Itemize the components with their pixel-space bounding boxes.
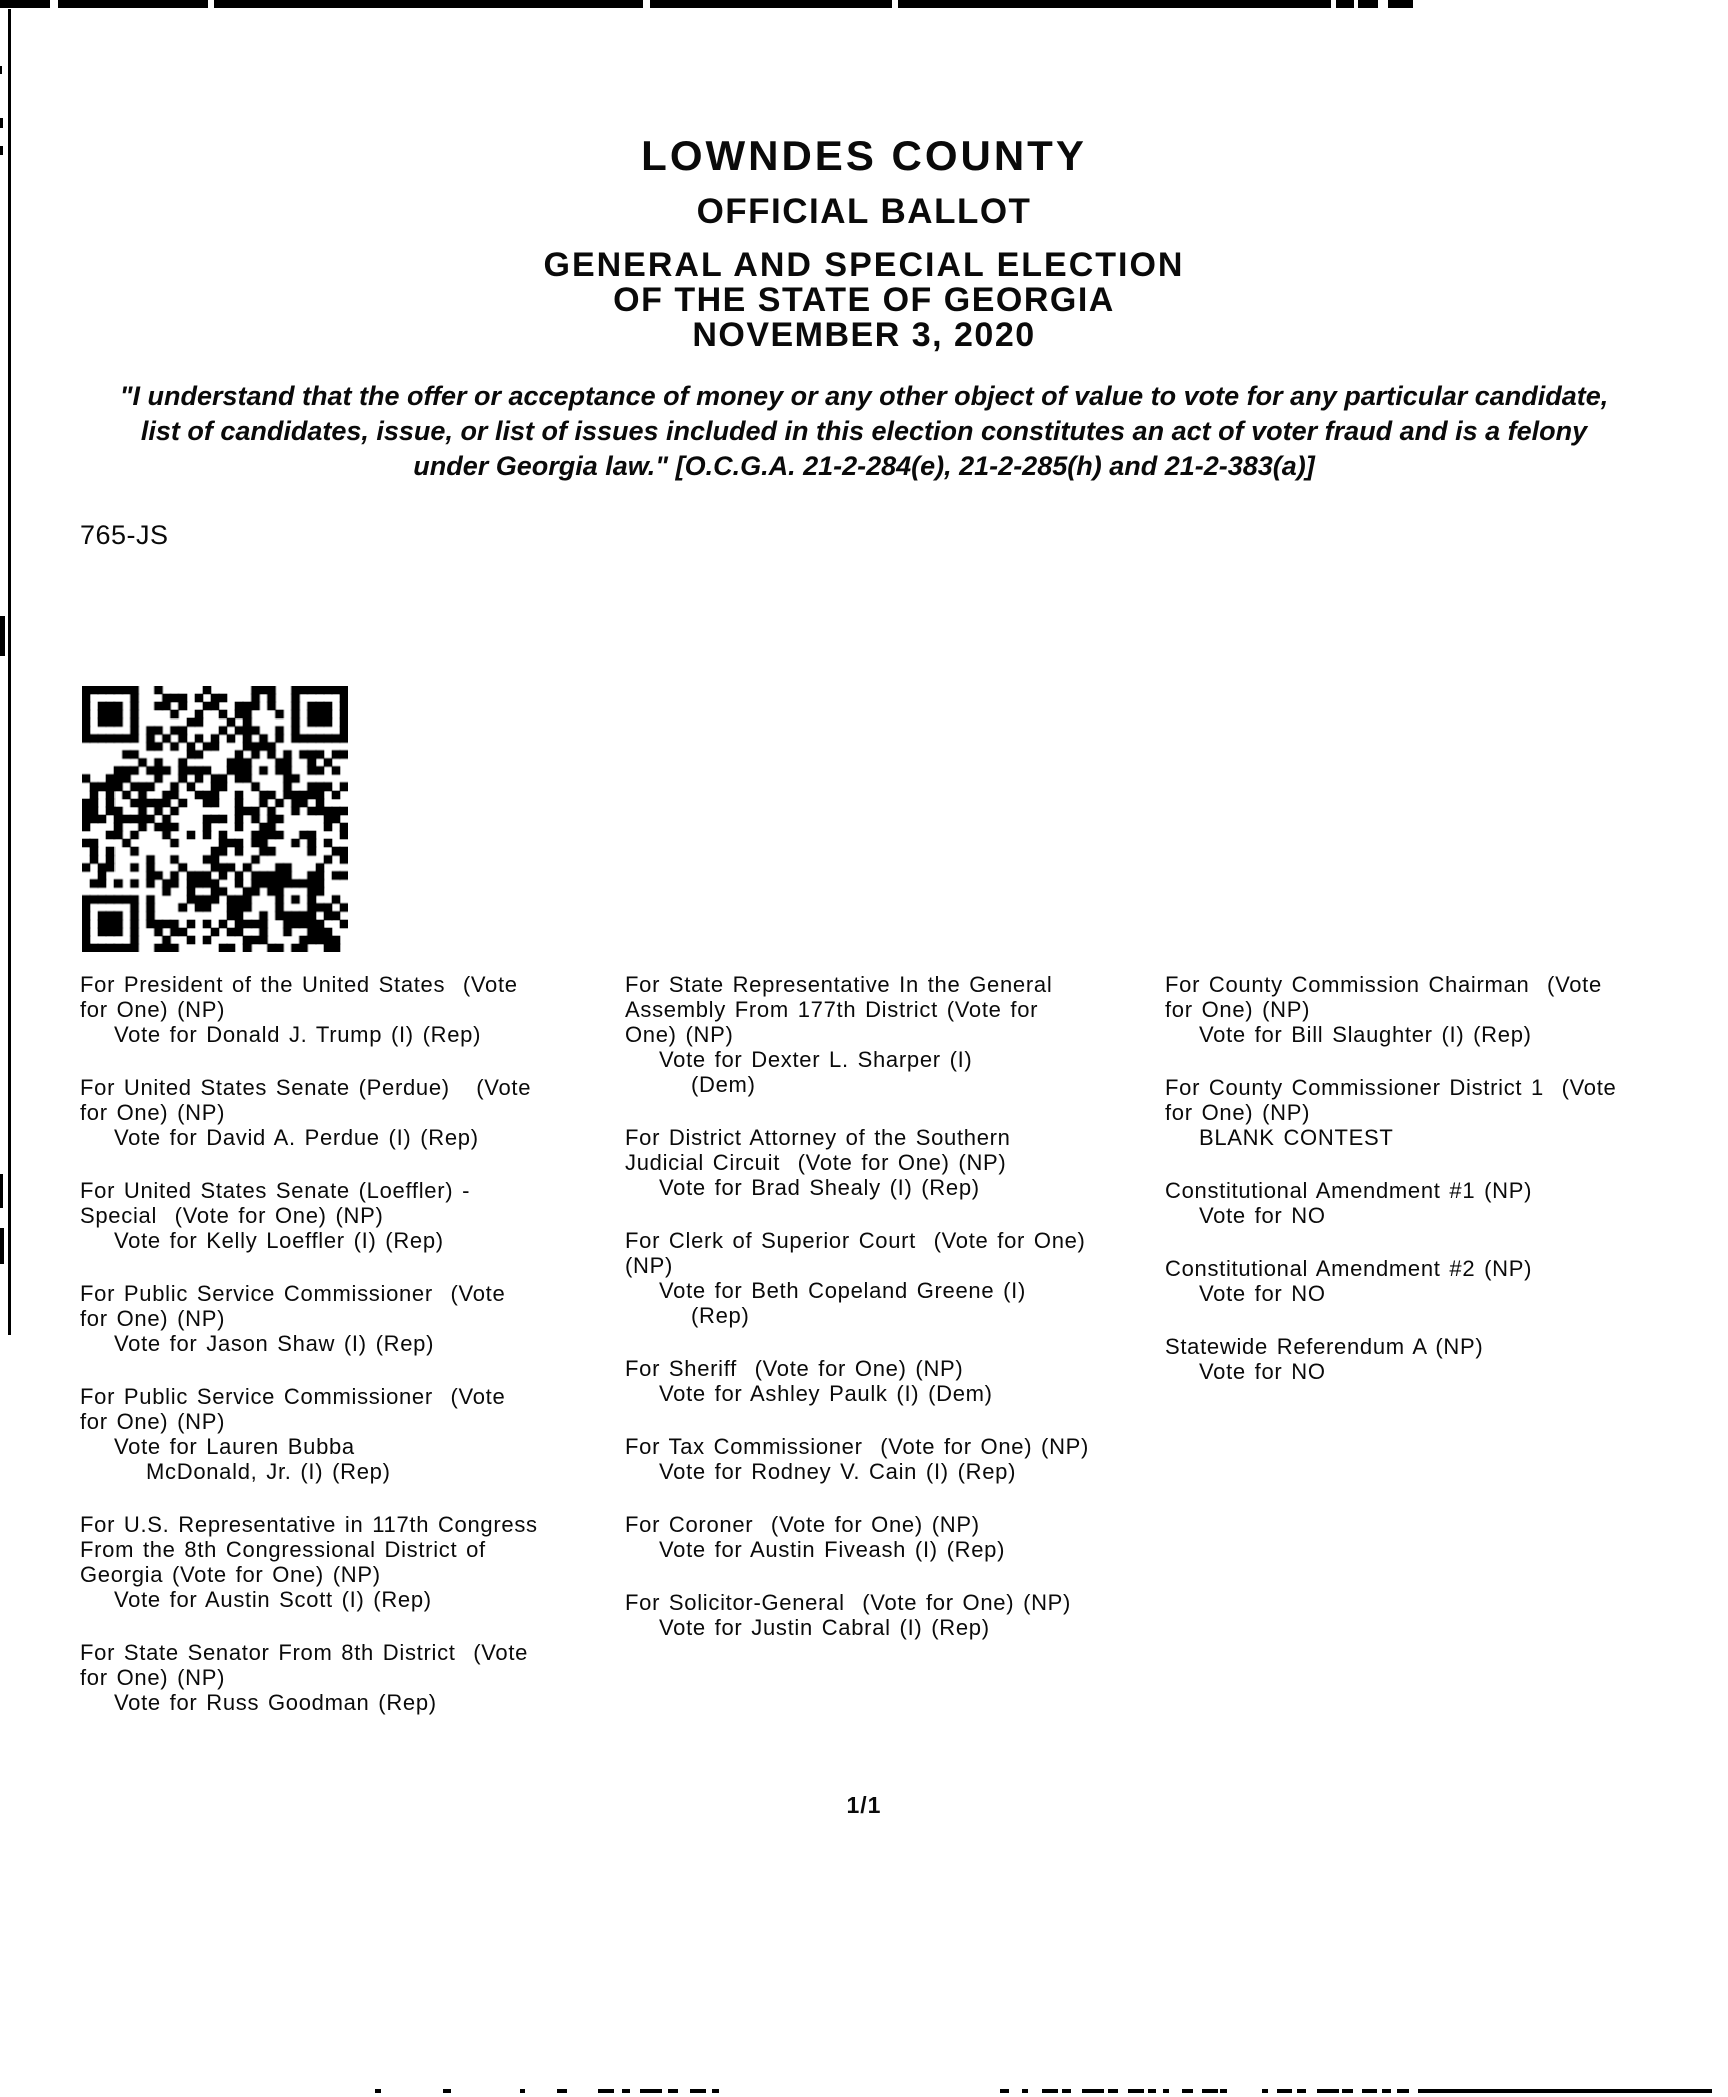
vote-line: Vote for NO: [1199, 1203, 1326, 1228]
county-title: LOWNDES COUNTY: [641, 132, 1087, 179]
scan-artifact-mark: [1108, 2089, 1118, 2093]
contest: [625, 1356, 1089, 1406]
scan-artifact-mark: [1342, 2089, 1353, 2093]
vote-line: Vote for David A. Perdue (I) (Rep): [114, 1125, 479, 1150]
contest-title-line: For Sheriff (Vote for One) (NP): [625, 1356, 964, 1381]
contest-title-line: for One) (NP): [80, 1409, 226, 1434]
scan-artifact-mark: [643, 0, 650, 10]
scan-artifact-mark: [0, 66, 2, 74]
contest-title-line: For Public Service Commissioner (Vote: [80, 1384, 506, 1409]
scan-artifact-mark: [1331, 0, 1336, 10]
contest: [80, 1178, 538, 1253]
contest-title-line: For Tax Commissioner (Vote for One) (NP): [625, 1434, 1090, 1459]
scan-artifact-mark: [1220, 2089, 1227, 2093]
scan-artifact-mark: [1362, 2089, 1377, 2093]
scan-artifact-mark: [1354, 0, 1358, 10]
vote-line: Vote for Ashley Paulk (I) (Dem): [659, 1381, 993, 1406]
contest-title-line: For State Senator From 8th District (Vote: [80, 1640, 529, 1665]
disclaimer-line-3: under Georgia law." [O.C.G.A. 21-2-284(e), 21-2-285(h) and 21-2-383(a)]: [413, 451, 1315, 481]
vote-line: Vote for Kelly Loeffler (I) (Rep): [114, 1228, 444, 1253]
scan-artifact-mark: [1148, 2089, 1156, 2093]
vote-line: McDonald, Jr. (I) (Rep): [146, 1459, 391, 1484]
contest-title-line: From the 8th Congressional District of: [80, 1537, 486, 1562]
ballot-column-2: [625, 972, 1089, 1668]
contest: [1165, 1256, 1616, 1306]
vote-line: (Rep): [691, 1303, 750, 1328]
ballot-column-3: [1165, 972, 1616, 1412]
scan-artifact-mark: [598, 2089, 614, 2093]
scan-artifact-mark: [0, 118, 3, 128]
ballot-style-id: 765-JS: [80, 520, 169, 550]
contest: [1165, 972, 1616, 1047]
scan-artifact-mark: [1062, 2089, 1071, 2093]
contest: [80, 1640, 538, 1715]
contest-title-line: (NP): [625, 1253, 674, 1278]
contest-title-line: for One) (NP): [80, 1665, 226, 1690]
vote-line: Vote for Jason Shaw (I) (Rep): [114, 1331, 435, 1356]
contest-title-line: For District Attorney of the Southern: [625, 1125, 1011, 1150]
scan-artifact-mark: [1082, 2089, 1104, 2093]
scan-artifact-mark: [712, 2089, 719, 2093]
vote-line: Vote for Donald J. Trump (I) (Rep): [114, 1022, 482, 1047]
scan-artifact-mark: [375, 2089, 381, 2093]
contest-title-line: for One) (NP): [1165, 1100, 1311, 1125]
contest-title-line: Special (Vote for One) (NP): [80, 1203, 384, 1228]
contest-title-line: One) (NP): [625, 1022, 734, 1047]
contest-title-line: Constitutional Amendment #1 (NP): [1165, 1178, 1533, 1203]
scan-artifact-mark: [1022, 2089, 1028, 2093]
vote-line: BLANK CONTEST: [1199, 1125, 1394, 1150]
scan-artifact-mark: [668, 2089, 678, 2093]
contest-title-line: For Clerk of Superior Court (Vote for One): [625, 1228, 1086, 1253]
scan-artifact-mark: [640, 2089, 662, 2093]
scan-artifact-mark: [1297, 2089, 1306, 2093]
scan-artifact-mark: [1277, 2089, 1292, 2093]
scan-artifact-mark: [1202, 2089, 1218, 2093]
vote-line: Vote for Dexter L. Sharper (I): [659, 1047, 973, 1072]
contest-title-line: Statewide Referendum A (NP): [1165, 1334, 1484, 1359]
scan-artifact-mark: [1317, 2089, 1339, 2093]
vote-line: Vote for Beth Copeland Greene (I): [659, 1278, 1026, 1303]
page-number: 1/1: [846, 1792, 882, 1818]
contest: [80, 972, 538, 1047]
contest: [625, 1434, 1089, 1484]
election-date: NOVEMBER 3, 2020: [692, 316, 1036, 354]
contest: [625, 1125, 1089, 1200]
contest-title-line: Assembly From 177th District (Vote for: [625, 997, 1039, 1022]
scan-artifact-mark: [50, 0, 58, 10]
election-title-line2: OF THE STATE OF GEORGIA: [613, 281, 1115, 319]
contest-title-line: For United States Senate (Perdue) (Vote: [80, 1075, 532, 1100]
contest-title-line: for One) (NP): [80, 1306, 226, 1331]
disclaimer-line-1: "I understand that the offer or acceptance of money or any other object of value to vote for any particular candidate,: [119, 381, 1609, 411]
vote-line: Vote for Lauren Bubba: [114, 1434, 355, 1459]
contest-title-line: Judicial Circuit (Vote for One) (NP): [625, 1150, 1007, 1175]
vote-line: Vote for Rodney V. Cain (I) (Rep): [659, 1459, 1017, 1484]
scan-artifact-mark: [443, 2089, 451, 2093]
scan-artifact-mark: [1128, 2089, 1144, 2093]
scan-artifact-mark: [1382, 2089, 1391, 2093]
contest-title-line: For U.S. Representative in 117th Congress: [80, 1512, 538, 1537]
contest-title-line: for One) (NP): [1165, 997, 1311, 1022]
scan-artifact-mark: [0, 616, 5, 656]
contest: [80, 1075, 538, 1150]
contest: [1165, 1075, 1616, 1150]
contest-title-line: For Coroner (Vote for One) (NP): [625, 1512, 980, 1537]
scan-artifact-mark: [622, 2089, 630, 2093]
scan-artifact-mark: [0, 1228, 4, 1264]
scan-artifact-mark: [1262, 2089, 1268, 2093]
contest-title-line: Georgia (Vote for One) (NP): [80, 1562, 381, 1587]
scan-artifact-mark: [0, 1174, 3, 1208]
ballot-column-1: [80, 972, 538, 1743]
scan-artifact-mark: [520, 2089, 525, 2093]
scan-artifact-mark: [1163, 2089, 1169, 2093]
contest: [625, 1228, 1089, 1328]
scan-artifact-mark: [557, 2089, 567, 2093]
vote-line: Vote for NO: [1199, 1281, 1326, 1306]
contest: [625, 1512, 1089, 1562]
vote-line: Vote for Austin Fiveash (I) (Rep): [659, 1537, 1006, 1562]
contest-title-line: For County Commissioner District 1 (Vote: [1165, 1075, 1617, 1100]
contest-title-line: For United States Senate (Loeffler) -: [80, 1178, 471, 1203]
vote-line: (Dem): [691, 1072, 756, 1097]
contest-title-line: For Solicitor-General (Vote for One) (NP): [625, 1590, 1072, 1615]
scan-artifact-mark: [208, 0, 214, 10]
vote-line: Vote for NO: [1199, 1359, 1326, 1384]
scan-artifact-mark: [1042, 2089, 1058, 2093]
contest-title-line: for One) (NP): [80, 1100, 226, 1125]
contest: [625, 1590, 1089, 1640]
vote-line: Vote for Justin Cabral (I) (Rep): [659, 1615, 990, 1640]
contest-title-line: For President of the United States (Vote: [80, 972, 518, 997]
scan-artifact-mark: [1397, 2089, 1409, 2093]
scan-artifact-mark: [892, 0, 898, 10]
scan-artifact-mark: [1000, 2089, 1009, 2093]
contest-title-line: For County Commission Chairman (Vote: [1165, 972, 1602, 997]
contest: [80, 1384, 538, 1484]
qr-code: [82, 686, 348, 952]
scan-artifact-mark: [1418, 2089, 1712, 2093]
contest: [80, 1512, 538, 1612]
vote-line: Vote for Bill Slaughter (I) (Rep): [1199, 1022, 1532, 1047]
contest: [625, 972, 1089, 1097]
scan-artifact-mark: [690, 2089, 706, 2093]
contest-title-line: For Public Service Commissioner (Vote: [80, 1281, 506, 1306]
vote-line: Vote for Russ Goodman (Rep): [114, 1690, 437, 1715]
contest: [80, 1281, 538, 1356]
contest-title-line: For State Representative In the General: [625, 972, 1053, 997]
scan-artifact-mark: [1182, 2089, 1193, 2093]
election-title-line1: GENERAL AND SPECIAL ELECTION: [543, 246, 1185, 284]
disclaimer-line-2: list of candidates, issue, or list of issues included in this election constitutes an act of voter fraud and is a felony: [140, 416, 1588, 446]
contest-title-line: Constitutional Amendment #2 (NP): [1165, 1256, 1533, 1281]
contest-title-line: for One) (NP): [80, 997, 226, 1022]
vote-line: Vote for Brad Shealy (I) (Rep): [659, 1175, 980, 1200]
scan-artifact-mark: [1378, 0, 1388, 10]
ballot-type-title: OFFICIAL BALLOT: [696, 192, 1032, 231]
contest: [1165, 1334, 1616, 1384]
contest: [1165, 1178, 1616, 1228]
vote-line: Vote for Austin Scott (I) (Rep): [114, 1587, 432, 1612]
